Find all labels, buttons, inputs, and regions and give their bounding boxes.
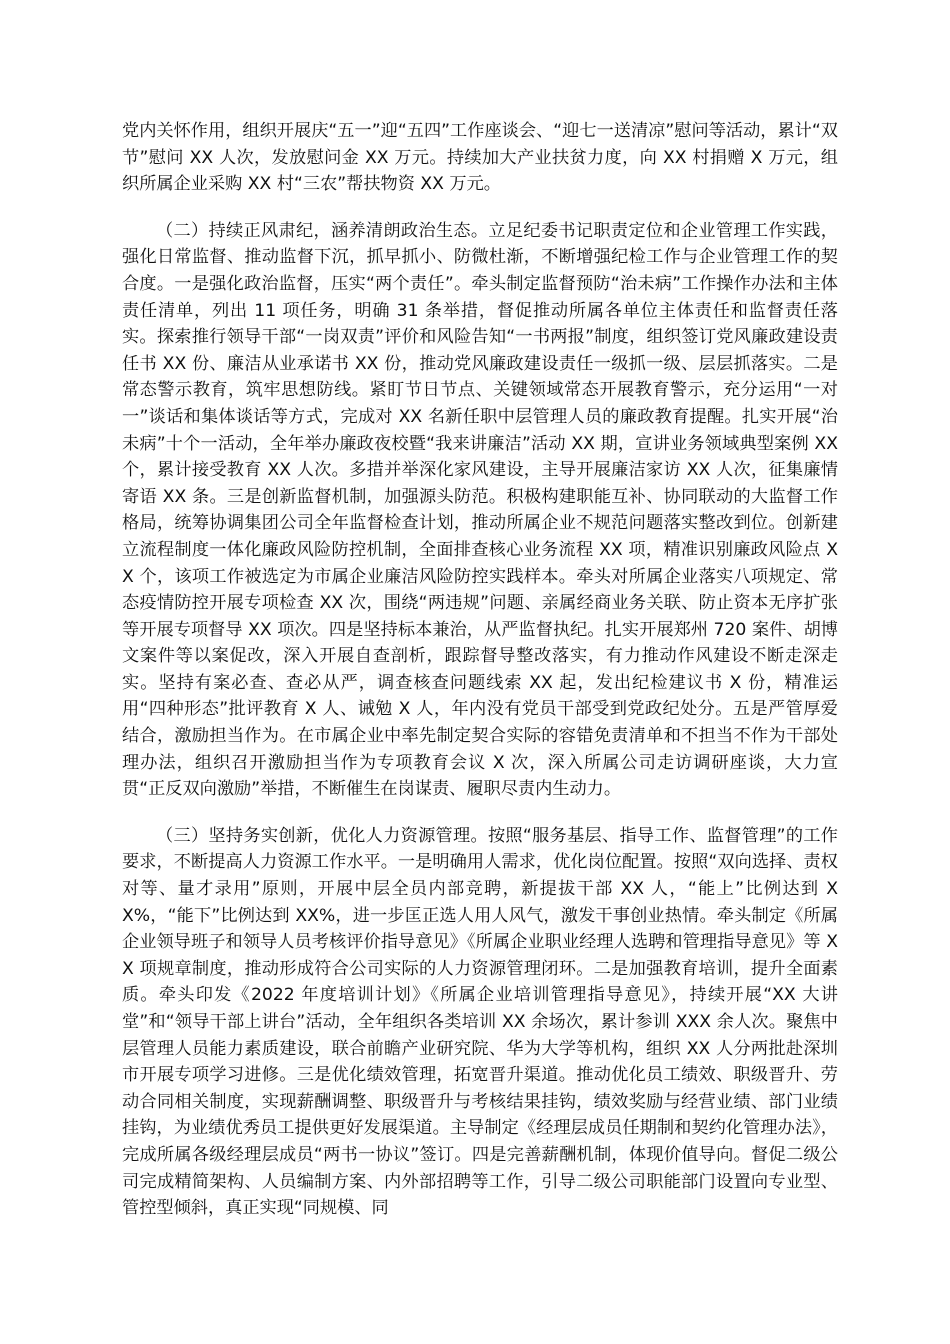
paragraph-gap — [122, 198, 838, 218]
paragraph-1: 党内关怀作用，组织开展庆“五一”迎“五四”工作座谈会、“迎七一送清凉”慰问等活动，累计“双节”慰问 XX 人次，发放慰问金 XX 万元。持续加大产业扶贫力度，向 XX 村捐赠 X 万元，组织所属企业采购 XX 村“三农”帮扶物资 XX 万元。 — [122, 121, 838, 195]
document-body — [122, 118, 838, 1222]
paragraph-gap — [122, 803, 838, 823]
paragraph-2: （二）持续正风肃纪，涵养清朗政治生态。立足纪委书记职责定位和企业管理工作实践，强化日常监督、推动监督下沉，抓早抓小、防微杜渐，不断增强纪检工作与企业管理工作的契合度。一是强化政治监督，压实“两个责任”。牵头制定监督预防“治未病”工作操作办法和主体责任清单，列出 11 项任务，明确 31 条举措，督促推动所属各单位主体责任和监督责任落实。探索推行领导干部“一岗双责”评价和风险告知“一书两报”制度，组织签订党风廉政建设责任书 XX 份、廉洁从业承诺书 XX 份，推动党风廉政建设责任一级抓一级、层层抓落实。二是常态警示教育，筑牢思想防线。紧盯节日节点、关键领域常态开展教育警示，充分运用“一对一”谈话和集体谈话等方式，完成对 XX 名新任职中层管理人员的廉政教育提醒。扎实开展“治未病”十个一活动，全年举办廉政夜校暨“我来讲廉洁”活动 XX 期，宣讲业务领域典型案例 XX 个，累计接受教育 XX 人次。多措并举深化家风建设，主导开展廉洁家访 XX 人次，征集廉情寄语 XX 条。三是创新监督机制，加强源头防范。积极构建职能互补、协同联动的大监督工作格局，统筹协调集团公司全年监督检查计划，推动所属企业不规范问题落实整改到位。创新建立流程制度一体化廉政风险防控机制，全面排查核心业务流程 XX 项，精准识别廉政风险点 XX 个，该项工作被选定为市属企业廉洁风险防控实践样本。牵头对所属企业落实八项规定、常态疫情防控开展专项检查 XX 次，围绕“两违规”问题、亲属经商业务关联、防止资本无序扩张等开展专项督导 XX 项次。四是坚持标本兼治，从严监督执纪。扎实开展郑州 720 案件、胡博文案件等以案促改，深入开展自查剖析，跟踪督导整改落实，有力推动作风建设不断走深走实。坚持有案必查、查必从严，调查核查问题线索 XX 起，发出纪检建议书 X 份，精准运用“四种形态”批评教育 X 人、诫勉 X 人，年内没有党员干部受到党政纪处分。五是严管厚爱结合，激励担当作为。在市属企业中率先制定契合实际的容错免责清单和不担当不作为干部处理办法，组织召开激励担当作为专项教育会议 X 次，深入所属公司走访调研座谈，大力宣贯“正反双向激励”举措，不断催生在岗谋责、履职尽责内生动力。 — [122, 220, 838, 800]
paragraph-3: （三）坚持务实创新，优化人力资源管理。按照“服务基层、指导工作、监督管理”的工作要求，不断提高人力资源工作水平。一是明确用人需求，优化岗位配置。按照“双向选择、责权对等、量才录用”原则，开展中层全员内部竞聘，新提拔干部 XX 人，“能上”比例达到 XX%，“能下”比例达到 XX%，进一步匡正选人用人风气，激发干事创业热情。牵头制定《所属企业领导班子和领导人员考核评价指导意见》《所属企业职业经理人选聘和管理指导意见》等 XX 项规章制度，推动形成符合公司实际的人力资源管理闭环。二是加强教育培训，提升全面素质。牵头印发《2022 年度培训计划》《所属企业培训管理指导意见》，持续开展“XX 大讲堂”和“领导干部上讲台”活动，全年组织各类培训 XX 余场次，累计参训 XXX 余人次。聚焦中层管理人员能力素质建设，联合前瞻产业研究院、华为大学等机构，组织 XX 人分两批赴深圳市开展专项学习进修。三是优化绩效管理，拓宽晋升渠道。推动优化员工绩效、职级晋升、劳动合同相关制度，实现薪酬调整、职级晋升与考核结果挂钩，绩效奖励与经营业绩、部门业绩挂钩，为业绩优秀员工提供更好发展渠道。主导制定《经理层成员任期制和契约化管理办法》，完成所属各级经理层成员“两书一协议”签订。四是完善薪酬机制，体现价值导向。督促二级公司完成精简架构、人员编制方案、内外部招聘等工作，引导二级公司职能部门设置向专业型、管控型倾斜，真正实现“同规模、同 — [122, 825, 838, 1219]
